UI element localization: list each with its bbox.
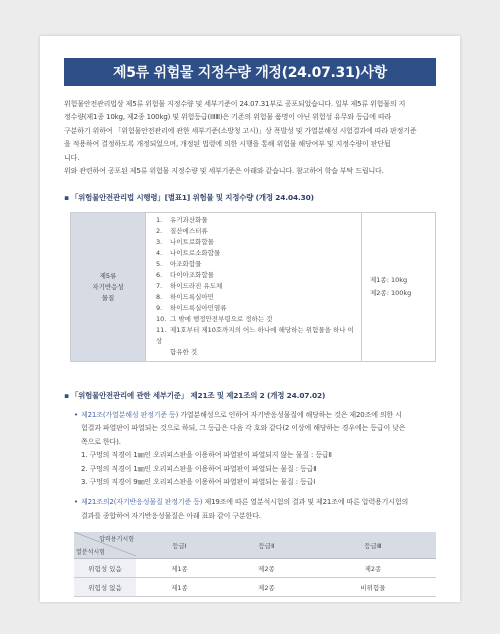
section2-body: • 제21조(가열분해성 판정기준 등) 가열분해성으로 인하여 자기반응성물질에 해당하는 것은 제20조에 의한 시 험결과 파열판이 파열되는 것으로 하되, 그 등급은 다음 각 호와 같다(2 이상에 해당하는 경우에는 등급이 낮은 쪽으로 한다). 1. 구멍의 직경이 1㎜인 오리피스판을 이용하여 파열판이 파열되지 않는 물질 : 등급Ⅱ 2. 구멍의 직경이 1㎜인 오리피스판을 이용하여 파열판이 파열되는 물질 : 등급Ⅱ 3. 구멍의 직경이 9㎜인 오리피스판을 이용하여 파열판이 파열되는 물질 : 등급Ⅰ • 제21조의2(자기반응성물질 판정기준 등) 제19조에 따른 열분석시험의 결과 및 제21조에 따른 압력용기시험의 결과를 종합하여 자기반응성물질은 아래 표와 같이 구분한다.: [74, 409, 436, 523]
article-21-2-title: 제21조의2(자기반응성물질 판정기준 등): [80, 498, 203, 507]
intro-paragraph: [64, 98, 438, 178]
bullet-icon: ▪: [64, 391, 69, 400]
section1-heading: [64, 192, 438, 203]
intro-line: 구분하기 위하여 「위험물안전관리에 관한 세부기준(소방청 고시)」상 폭발성 및 가열분해성 시험결과에 따라 판정기준: [64, 126, 417, 135]
dot-icon: •: [74, 411, 78, 419]
row-header: 위험성 있음: [74, 559, 136, 578]
grade-table: [74, 532, 436, 597]
section2-heading-text: 「위험물안전관리에 관한 세부기준」 제21조 및 제21조의 2 (개정 24.07.02): [70, 391, 326, 400]
table-cell: 제1종: [136, 559, 223, 578]
rule-item: 3. 구멍의 직경이 9㎜인 오리피스판을 이용하여 파열판이 파열되는 물질 : 등급Ⅰ: [81, 478, 316, 487]
column-header: 등급Ⅱ: [223, 532, 310, 559]
column-header: 등급Ⅰ: [136, 532, 223, 559]
list-item-continuation: 함유한 것: [170, 348, 198, 356]
column-header: 등급Ⅲ: [310, 532, 436, 559]
intro-line: 을 적용하여 결정하도록 개정되었으며, 개정된 법령에 의한 시행을 통해 위험물 해당여부 및 지정수량이 판단됩: [64, 140, 391, 149]
section1-heading-text: 「위험물안전관리법 시행령」[별표1] 위험물 및 지정수량 (개정 24.04.30): [70, 193, 314, 202]
category-cell: 제5류 자기반응성 물질: [71, 213, 146, 362]
intro-line: 위험물안전관리법상 제5류 위험물 지정수량 및 세부기준이 24.07.31부로 공포되었습니다. 일부 제5류 위험물의 지: [64, 100, 406, 108]
intro-line: 정수량(제1종 10kg, 제2종 100kg) 및 위험등급(ⅠⅡⅢ)은 기존의 위험물 품명이 아닌 위험성 유무와 등급에 따라: [64, 113, 392, 122]
table-cell: 제2종: [223, 559, 310, 578]
intro-line: 위와 관련하여 공포된 제5류 위험물 지정수량 및 세부기준은 아래와 같습니다. 참고하여 학습 부탁 드립니다.: [64, 167, 384, 176]
list-item: 2. 질산에스터류: [156, 227, 208, 235]
list-item: 3. 나이트로화합물: [156, 238, 214, 246]
list-item: 9. 하이드록실아민염류: [156, 304, 227, 312]
document-page: [40, 36, 460, 602]
table-cell: 비위험물: [310, 578, 436, 597]
list-item: 4. 나이트로소화합물: [156, 249, 221, 257]
bullet-icon: ▪: [64, 193, 69, 202]
quantity-cell: 제1종: 10kg 제2종: 100kg: [362, 213, 436, 362]
hazmat-table: [70, 212, 436, 362]
list-item: 5. 아조화합물: [156, 260, 202, 268]
rule-item: 2. 구멍의 직경이 1㎜인 오리피스판을 이용하여 파열판이 파열되는 물질 : 등급Ⅱ: [81, 464, 317, 473]
list-item: 6. 다이아조화합물: [156, 271, 214, 279]
table-cell: 제1종: [136, 578, 223, 597]
row-header: 위험성 없음: [74, 578, 136, 597]
list-item: 10. 그 밖에 행정안전부령으로 정하는 것: [156, 315, 273, 323]
list-item: 7. 하이드라진 유도체: [156, 282, 223, 290]
table-corner-cell: 압력용기시험 열분석시험: [74, 532, 136, 559]
dot-icon: •: [74, 498, 78, 507]
table-row: [74, 578, 436, 597]
list-item: 8. 하이드록실아민: [156, 293, 214, 301]
intro-line: 니다.: [64, 153, 80, 162]
list-item: 11. 제1호부터 제10호까지의 어느 하나에 해당하는 위험물을 하나 이상: [156, 326, 354, 345]
table-cell: 제2종: [310, 559, 436, 578]
items-cell: [146, 213, 362, 362]
section2-heading: [64, 390, 438, 401]
table-cell: 제2종: [223, 578, 310, 597]
table-row: [74, 559, 436, 578]
page-title: 제5류 위험물 지정수량 개정(24.07.31)사항: [64, 58, 436, 86]
rule-item: 1. 구멍의 직경이 1㎜인 오리피스판을 이용하여 파열판이 파열되지 않는 물질 : 등급Ⅱ: [81, 451, 332, 460]
article-21-title: 제21조(가열분해성 판정기준 등): [80, 411, 179, 419]
list-item: 1. 유기과산화물: [156, 216, 208, 224]
